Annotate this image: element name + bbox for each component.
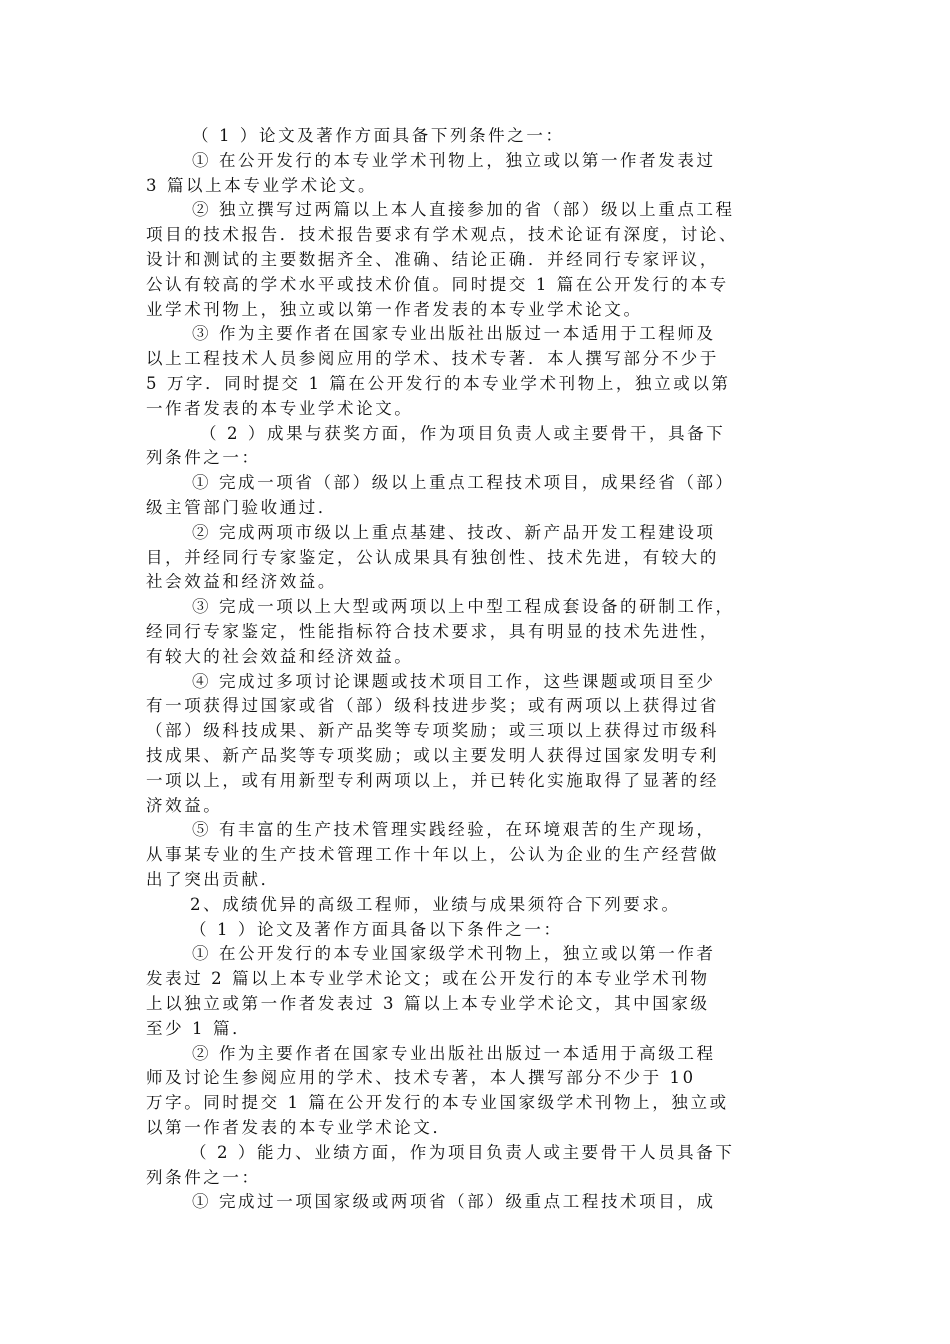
text-line: 以第一作者发表的本专业学术论文． [146, 1118, 452, 1137]
text-line: （ 1 ）论文及著作方面具备以下条件之一： [190, 920, 563, 939]
text-line: ② 作为主要作者在国家专业出版社出版过一本适用于高级工程 [192, 1044, 716, 1063]
text-line: 至少 1 篇． [146, 1019, 252, 1038]
text-line: 万字。同时提交 1 篇在公开发行的本专业国家级学术刊物上，独立或 [146, 1093, 729, 1112]
text-line: 技成果、新产品奖等专项奖励；或以主要发明人获得过国家发明专利 [146, 746, 719, 765]
text-line: 上以独立或第一作者发表过 3 篇以上本专业学术论文，其中国家级 [146, 994, 710, 1013]
text-line: 出了突出贡献． [146, 870, 280, 889]
text-line: ⑤ 有丰富的生产技术管理实践经验，在环境艰苦的生产现场， [192, 820, 716, 839]
text-line: 业学术刊物上，独立或以第一作者发表的本专业学术论文。 [146, 300, 643, 319]
text-line: 有较大的社会效益和经济效益。 [146, 647, 414, 666]
text-line: 社会效益和经济效益。 [146, 572, 337, 591]
text-line: ② 独立撰写过两篇以上本人直接参加的省（部）级以上重点工程 [192, 200, 735, 219]
text-line: 列条件之一： [146, 448, 261, 467]
text-line: ② 完成两项市级以上重点基建、技改、新产品开发工程建设项 [192, 523, 716, 542]
text-line: 公认有较高的学术水平或技术价值。同时提交 1 篇在公开发行的本专 [146, 275, 729, 294]
text-line: ① 在公开发行的本专业学术刊物上，独立或以第一作者发表过 [192, 151, 716, 170]
text-line: ③ 作为主要作者在国家专业出版社出版过一本适用于工程师及 [192, 324, 716, 343]
text-line: ④ 完成过多项讨论课题或技术项目工作，这些课题或项目至少 [192, 672, 716, 691]
text-line: 3 篇以上本专业学术论文。 [146, 176, 378, 195]
text-line: ① 完成一项省（部）级以上重点工程技术项目，成果经省（部） [192, 473, 735, 492]
text-line: ③ 完成一项以上大型或两项以上中型工程成套设备的研制工作， [192, 597, 735, 616]
text-line: 一项以上，或有用新型专利两项以上，并已转化实施取得了显著的经 [146, 771, 719, 790]
text-line: 2、成绩优异的高级工程师，业绩与成果须符合下列要求。 [190, 895, 681, 914]
text-line: 发表过 2 篇以上本专业学术论文；或在公开发行的本专业学术刊物 [146, 969, 710, 988]
text-line: （ 1 ）论文及著作方面具备下列条件之一： [192, 126, 565, 145]
text-line: （ 2 ）能力、业绩方面，作为项目负责人或主要骨干人员具备下 [190, 1143, 735, 1162]
text-line: 从事某专业的生产技术管理工作十年以上，公认为企业的生产经营做 [146, 845, 719, 864]
text-line: 级主管部门验收通过． [146, 498, 337, 517]
text-line: 5 万字．同时提交 1 篇在公开发行的本专业学术刊物上，独立或以第 [146, 374, 731, 393]
text-line: 济效益。 [146, 796, 223, 815]
text-line: （ 2 ）成果与获奖方面，作为项目负责人或主要骨干，具备下 [200, 424, 726, 443]
text-line: 设计和测试的主要数据齐全、准确、结论正确．并经同行专家评议， [146, 250, 719, 269]
text-line: 经同行专家鉴定，性能指标符合技术要求，具有明显的技术先进性， [146, 622, 719, 641]
text-line: ① 在公开发行的本专业国家级学术刊物上，独立或以第一作者 [192, 944, 716, 963]
text-line: 师及讨论生参阅应用的学术、技术专著，本人撰写部分不少于 10 [146, 1068, 696, 1087]
text-line: （部）级科技成果、新产品奖等专项奖励；或三项以上获得过市级科 [146, 721, 719, 740]
text-line: 有一项获得过国家或省（部）级科技进步奖；或有两项以上获得过省 [146, 696, 719, 715]
text-line: 以上工程技术人员参阅应用的学术、技术专著．本人撰写部分不少于 [146, 349, 719, 368]
text-line: 一作者发表的本专业学术论文。 [146, 399, 414, 418]
text-line: ① 完成过一项国家级或两项省（部）级重点工程技术项目，成 [192, 1192, 716, 1211]
text-line: 项目的技术报告．技术报告要求有学术观点，技术论证有深度，讨论、 [146, 225, 739, 244]
text-line: 目，并经同行专家鉴定，公认成果具有独创性、技术先进，有较大的 [146, 548, 719, 567]
text-line: 列条件之一： [146, 1168, 261, 1187]
